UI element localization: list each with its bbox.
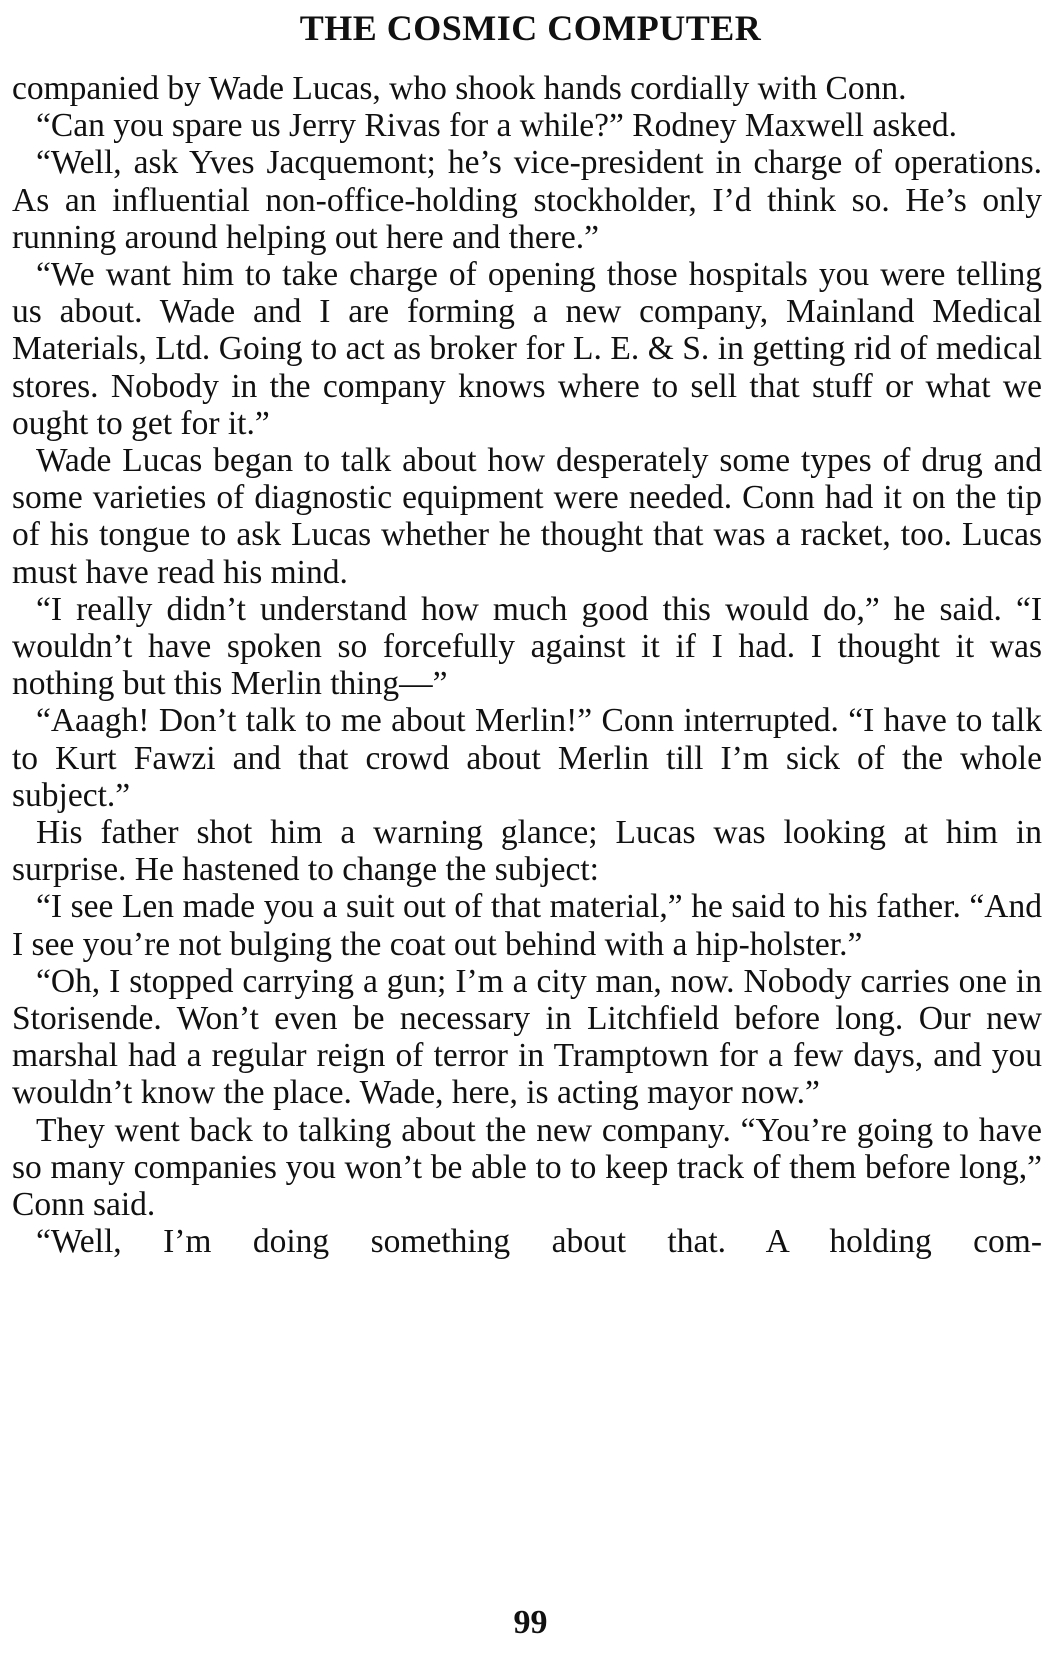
- paragraph: Wade Lucas began to talk about how desperately some types of drug and some varieties of diagnostic equipment were needed. Conn had it on the tip of his tongue to ask Lucas whether he thought that was a racket, too. Lucas must have read his mind.: [12, 442, 1042, 591]
- page-number: 99: [513, 1604, 548, 1641]
- body-text: [12, 70, 1042, 1261]
- paragraph: “Can you spare us Jerry Rivas for a while?” Rodney Maxwell asked.: [36, 107, 957, 145]
- running-head: THE COSMIC COMPUTER: [299, 8, 762, 48]
- paragraph: “Aaagh! Don’t talk to me about Merlin!” Conn interrupted. “I have to talk to Kurt Fawzi and that crowd about Merlin till I’m sick of the whole subject.”: [12, 702, 1042, 814]
- paragraph: “We want him to take charge of opening those hospitals you were telling us about. Wade and I are forming a new company, Mainland Medical Materials, Ltd. Going to act as broker for L. E. & S. in getting rid of medical stores. Nobody in the company knows where to sell that stuff or what we ought to get for it.”: [12, 256, 1042, 442]
- paragraph: companied by Wade Lucas, who shook hands cordially with Conn.: [12, 70, 907, 107]
- paragraph: “Well, I’m doing something about that. A holding com-: [36, 1223, 1042, 1261]
- paragraph: “I see Len made you a suit out of that material,” he said to his father. “And I see you’re not bulging the coat out behind with a hip-holster.”: [12, 888, 1042, 963]
- paragraph: “I really didn’t understand how much good this would do,” he said. “I wouldn’t have spoken so forcefully against it if I had. I thought it was nothing but this Merlin thing—”: [12, 590, 1042, 703]
- paragraph: His father shot him a warning glance; Lucas was looking at him in surprise. He hastened to change the subject:: [12, 814, 1042, 889]
- paragraph: “Oh, I stopped carrying a gun; I’m a city man, now. Nobody carries one in Storisende. Won’t even be necessary in Litchfield before long. Our new marshal had a regular reign of terror in Tramptown for a few days, and you wouldn’t know the place. Wade, here, is acting mayor now.”: [12, 962, 1042, 1112]
- paragraph: “Well, ask Yves Jacquemont; he’s vice-president in charge of operations. As an influential non-office-holding stockholder, I’d think so. He’s only running around helping out here and there.”: [12, 144, 1042, 256]
- paragraph: They went back to talking about the new company. “You’re going to have so many companies you won’t be able to to keep track of them before long,” Conn said.: [12, 1111, 1042, 1224]
